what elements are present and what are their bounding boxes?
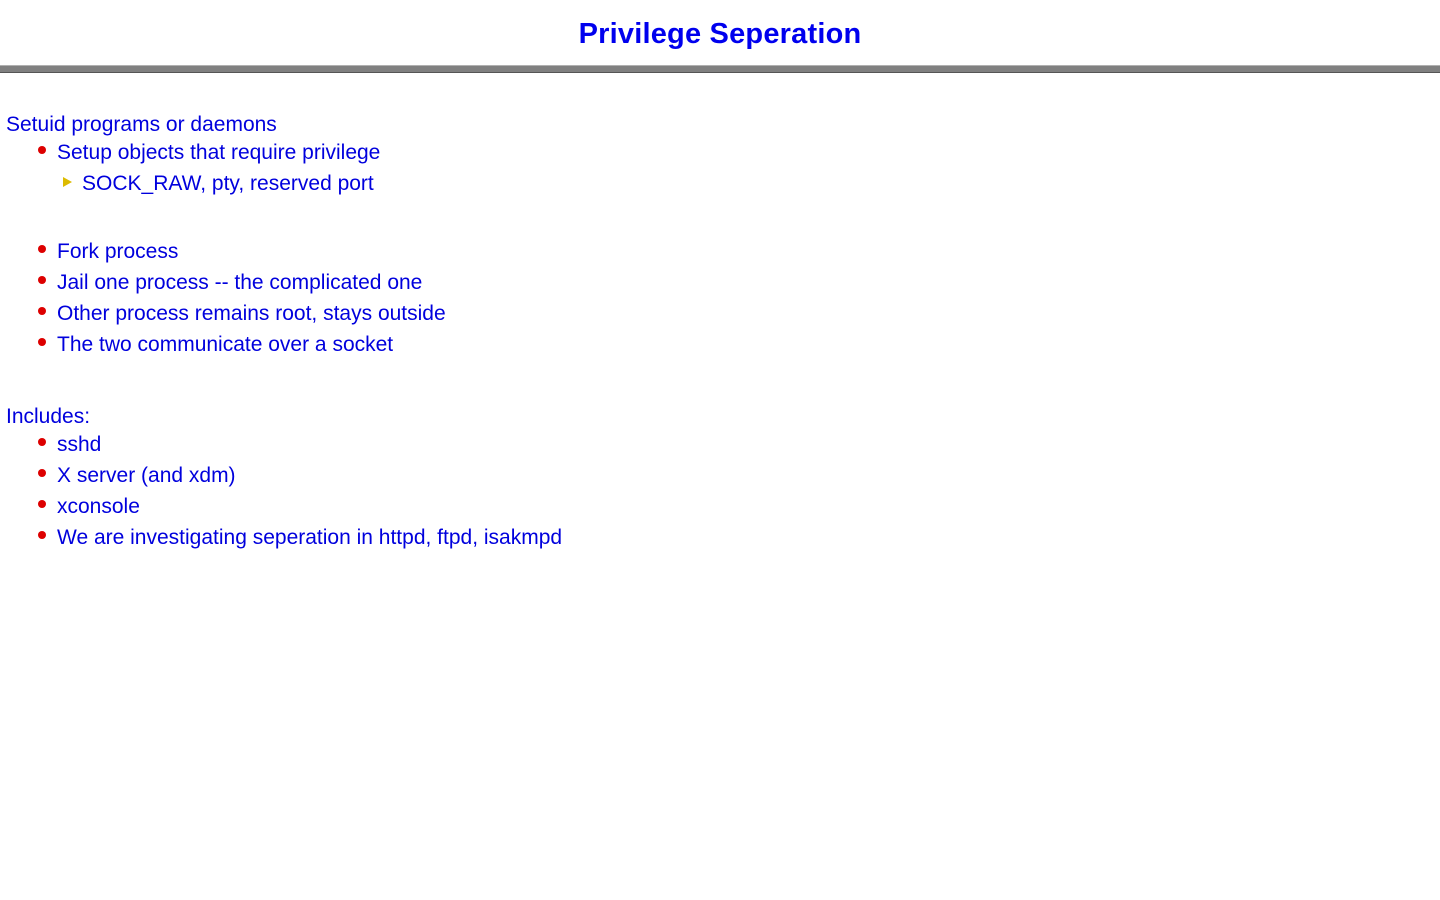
lead-text-includes: Includes: (6, 405, 91, 428)
disc-bullet-icon (38, 469, 46, 477)
list-item-label: sshd (57, 433, 102, 456)
list-item (57, 460, 1440, 491)
list-item (57, 298, 1440, 329)
list-item-label: SOCK_RAW, pty, reserved port (82, 172, 374, 195)
list-item (57, 267, 1440, 298)
list-item-label: X server (and xdm) (57, 464, 236, 487)
list-item-label: xconsole (57, 495, 140, 518)
disc-bullet-icon (38, 146, 46, 154)
sub-bullet-group (57, 168, 1440, 199)
bullet-group-process (0, 236, 1440, 360)
page-title: Privilege Seperation (578, 18, 862, 50)
triangle-bullet-icon (63, 177, 72, 187)
disc-bullet-icon (38, 307, 46, 315)
disc-bullet-icon (38, 531, 46, 539)
bullet-group-includes (0, 429, 1440, 522)
disc-bullet-icon (38, 338, 46, 346)
list-item-label: We are investigating seperation in httpd, ftpd, isakmpd (57, 526, 563, 549)
disc-bullet-icon (38, 500, 46, 508)
title-divider (0, 65, 1440, 73)
list-item (57, 491, 1440, 522)
lead-text-setuid: Setuid programs or daemons (6, 113, 277, 136)
list-item (57, 137, 1440, 199)
list-item-label: Jail one process -- the complicated one (57, 271, 423, 294)
list-item-label: Other process remains root, stays outside (57, 302, 446, 325)
bullet-group-setup (0, 137, 1440, 199)
disc-bullet-icon (38, 438, 46, 446)
list-item (57, 522, 1440, 553)
bullet-group-investigating (0, 522, 1440, 553)
list-item (57, 329, 1440, 360)
slide-body (0, 113, 1440, 553)
disc-bullet-icon (38, 245, 46, 253)
spacer (0, 199, 1440, 236)
list-item-label: Fork process (57, 240, 179, 263)
list-item (57, 236, 1440, 267)
list-item (57, 429, 1440, 460)
disc-bullet-icon (38, 276, 46, 284)
list-item-label: The two communicate over a socket (57, 333, 394, 356)
list-item (82, 168, 1440, 199)
list-item-label: Setup objects that require privilege (57, 141, 381, 164)
